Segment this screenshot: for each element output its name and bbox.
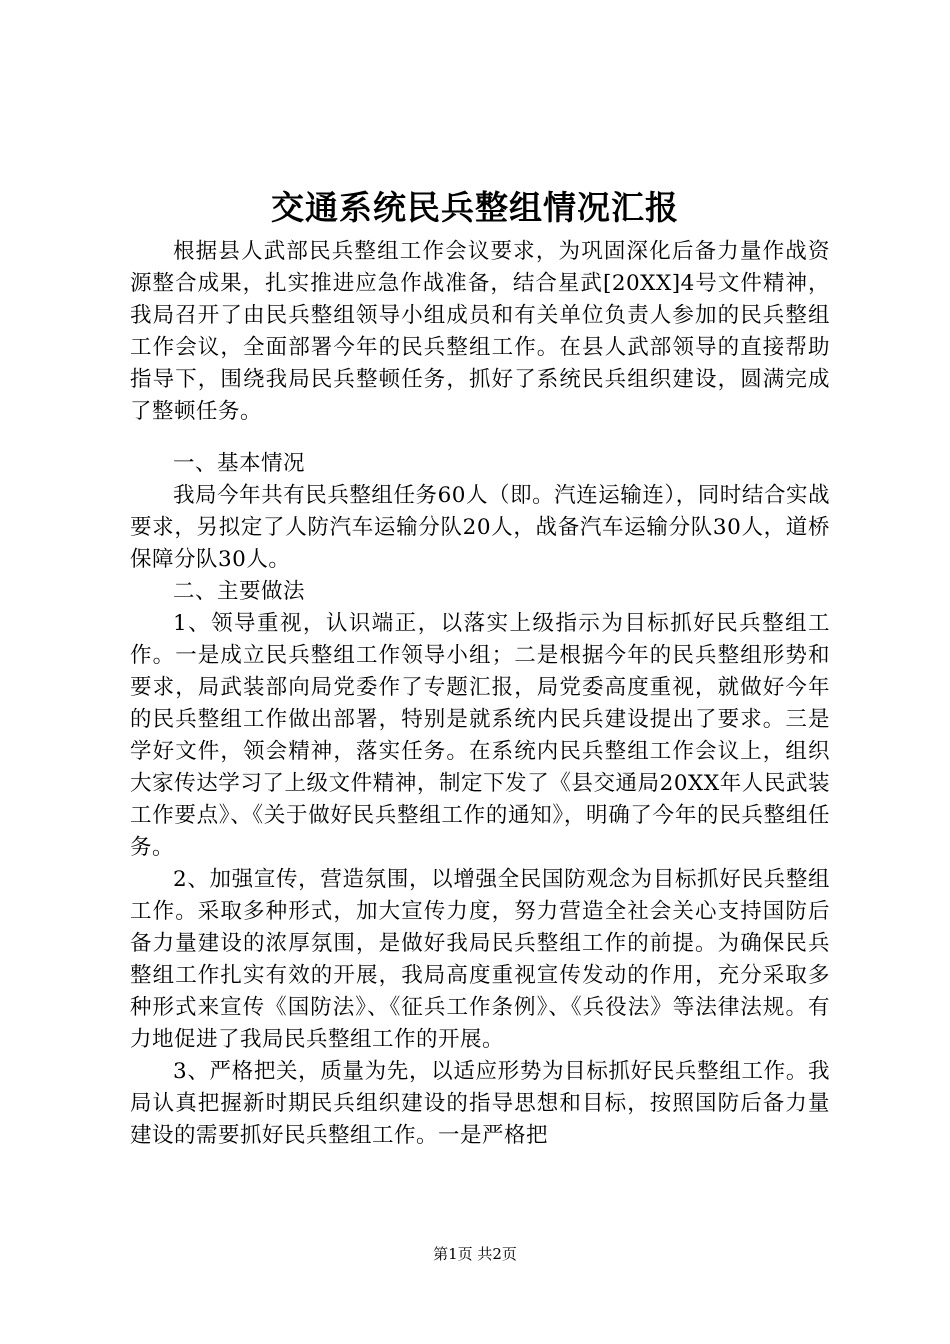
section-heading-methods: 二、主要做法 bbox=[173, 579, 306, 604]
page-number-footer: 第1页 共2页 bbox=[433, 1245, 517, 1263]
intro-paragraph: 根据县人武部民兵整组工作会议要求，为巩固深化后备力量作战资源整合成果，扎实推进应急作战准备，结合星武[20XX]4号文件精神，我局召开了由民兵整组领导小组成员和有关单位负责人参加的民兵整组工作会议，全面部署今年的民兵整组工作。在县人武部领导的直接帮助指导下，围绕我局民兵整顿任务，抓好了系统民兵组织建设，圆满完成了整顿任务。 bbox=[130, 239, 830, 424]
document-title: 交通系统民兵整组情况汇报 bbox=[271, 188, 679, 227]
section-heading-basic: 一、基本情况 bbox=[173, 451, 306, 476]
basic-situation-paragraph: 我局今年共有民兵整组任务60人（即。汽连运输连），同时结合实战要求，另拟定了人防汽车运输分队20人，战备汽车运输分队30人，道桥保障分队30人。 bbox=[130, 483, 830, 572]
method-paragraph-3: 3、严格把关，质量为先，以适应形势为目标抓好民兵整组工作。我局认真把握新时期民兵组织建设的指导思想和目标，按照国防后备力量建设的需要抓好民兵整组工作。一是严格把 bbox=[130, 1059, 830, 1148]
method-paragraph-1: 1、领导重视，认识端正，以落实上级指示为目标抓好民兵整组工作。一是成立民兵整组工作领导小组；二是根据今年的民兵整组形势和要求，局武装部向局党委作了专题汇报，局党委高度重视，就做好今年的民兵整组工作做出部署，特别是就系统内民兵建设提出了要求。三是学好文件，领会精神，落实任务。在系统内民兵整组工作会议上，组织大家传达学习了上级文件精神，制定下发了《县交通局20XX年人民武装工作要点》、《关于做好民兵整组工作的通知》，明确了今年的民兵整组任务。 bbox=[130, 611, 830, 860]
document-body bbox=[130, 236, 830, 1152]
method-paragraph-2: 2、加强宣传，营造氛围，以增强全民国防观念为目标抓好民兵整组工作。采取多种形式，加大宣传力度，努力营造全社会关心支持国防后备力量建设的浓厚氛围，是做好我局民兵整组工作的前提。为确保民兵整组工作扎实有效的开展，我局高度重视宣传发动的作用，充分采取多种形式来宣传《国防法》、《征兵工作条例》、《兵役法》等法律法规。有力地促进了我局民兵整组工作的开展。 bbox=[130, 867, 830, 1052]
